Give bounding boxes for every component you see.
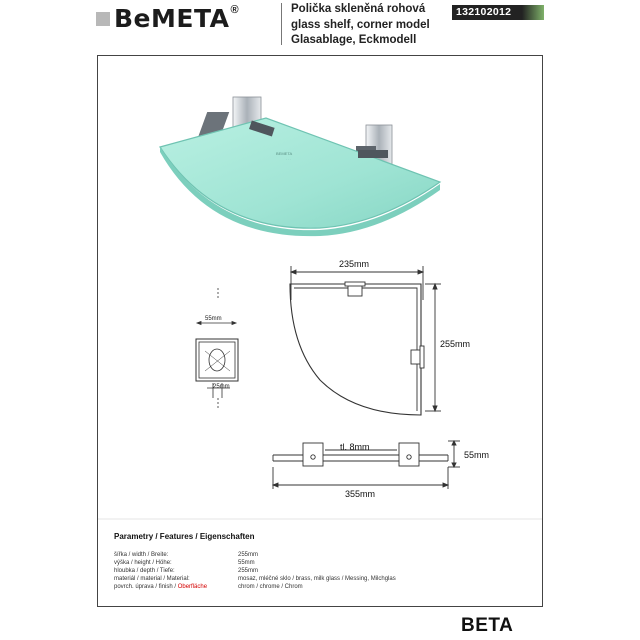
glass-marking: BEMETA <box>276 151 293 156</box>
spec-value: mosaz, mléčné sklo / brass, milk glass / Messing, Milchglas <box>238 576 396 582</box>
spec-label: šířka / width / Breite: <box>114 552 169 558</box>
dim-thickness: tl. 8mm <box>340 442 370 452</box>
brand-name: BeMETA <box>114 4 230 33</box>
spec-label: hloubka / depth / Tiefe: <box>114 568 175 574</box>
dim-width-top: 235mm <box>339 259 370 269</box>
detail-view <box>196 288 238 410</box>
spec-value: 255mm <box>238 568 259 574</box>
product-title-cz: Polička skleněná rohová <box>291 3 426 15</box>
spec-label: materiál / material / Material: <box>114 576 190 582</box>
spec-label-highlight: Oberfläche <box>177 584 208 590</box>
top-view <box>290 266 441 415</box>
dim-detail-depth: 25mm <box>213 384 230 390</box>
dim-width-bottom: 355mm <box>345 489 376 499</box>
spec-value: 55mm <box>238 560 255 566</box>
product-title-en: glass shelf, corner model <box>291 18 430 31</box>
spec-label-finish <box>114 584 207 590</box>
dim-height-side: 55mm <box>464 450 490 460</box>
dim-height-right: 255mm <box>440 339 471 349</box>
dim-detail-width: 55mm <box>205 316 222 322</box>
spec-value: chrom / chrome / Chrom <box>238 584 303 590</box>
spec-label-text: povrch. úprava / finish / <box>114 584 178 590</box>
product-name: BETA <box>461 615 514 636</box>
brand-registered: ® <box>230 3 239 16</box>
product-photo <box>160 97 440 236</box>
spec-label: výška / height / Höhe: <box>114 560 172 566</box>
product-code: 132102012 <box>456 6 512 18</box>
spec-value: 255mm <box>238 552 259 558</box>
product-title-de: Glasablage, Eckmodell <box>291 34 417 46</box>
features-title: Parametry / Features / Eigenschaften <box>114 532 255 541</box>
svg-text:· · ·: · · · <box>286 157 291 161</box>
